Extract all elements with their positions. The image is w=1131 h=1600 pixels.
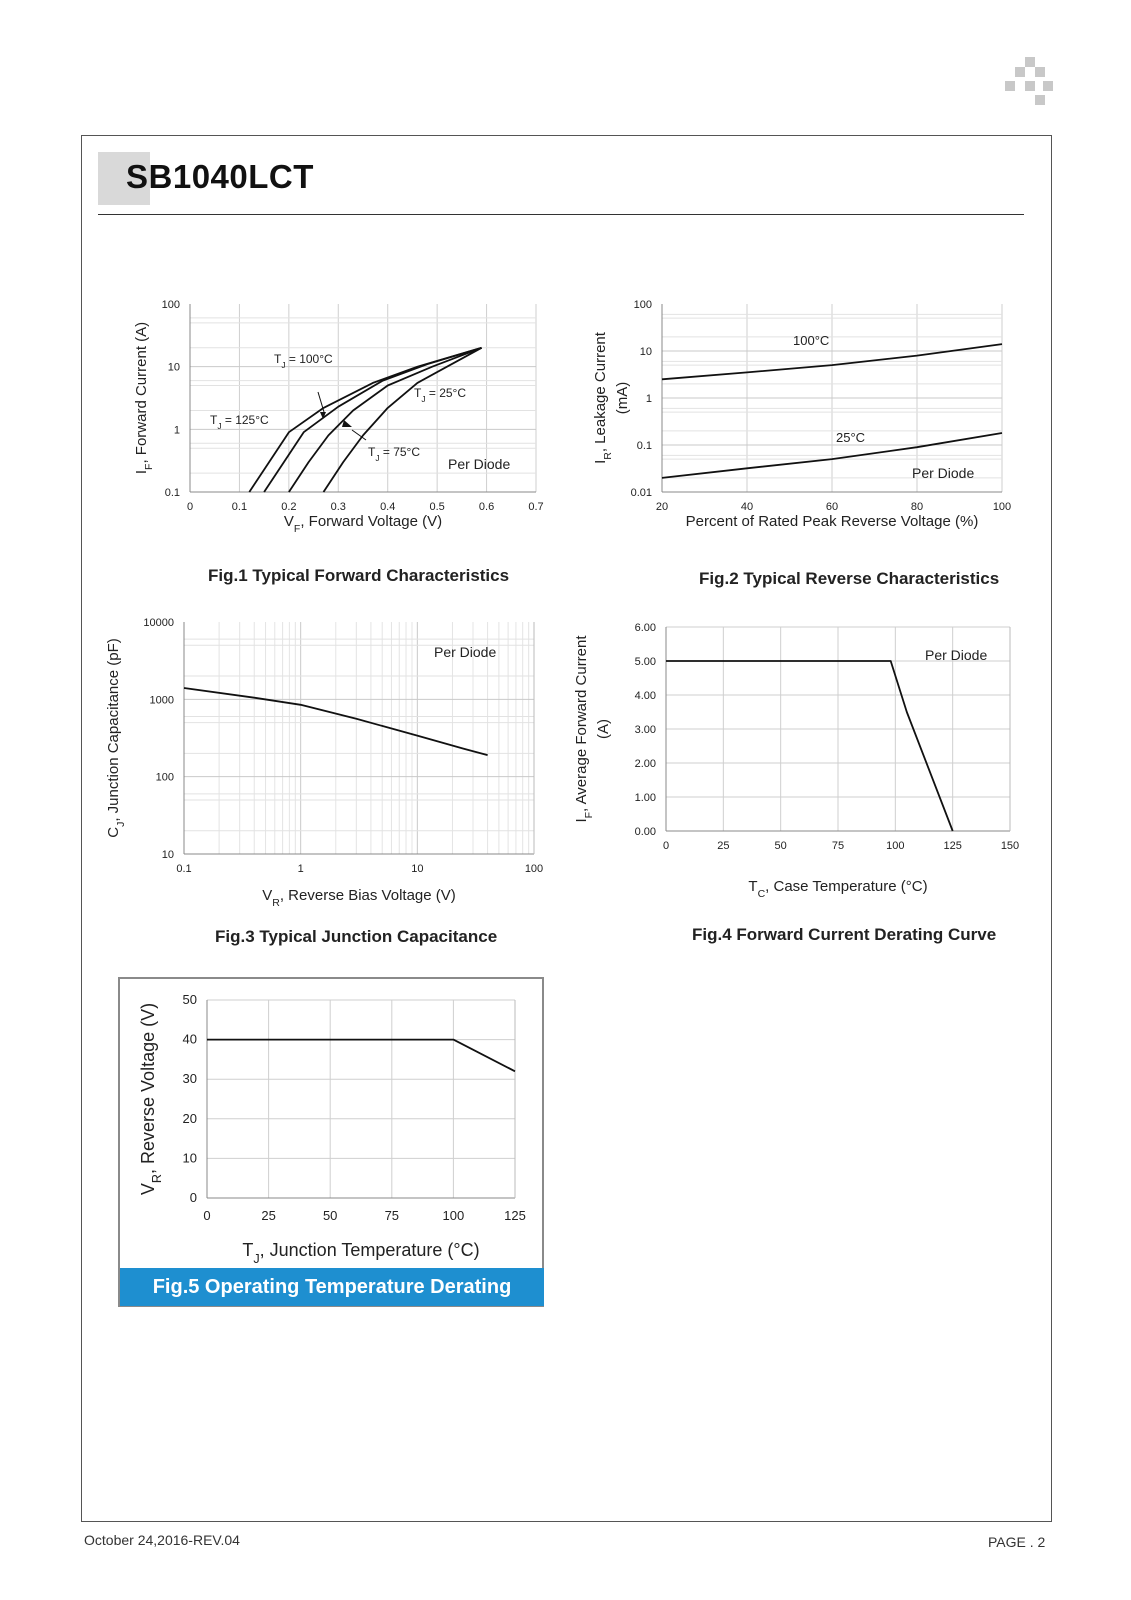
y-tick-label: 30: [182, 1071, 197, 1087]
y-axis-label: $I_R$, Leakage Current: [592, 332, 614, 464]
x-tick-label: 50: [322, 1208, 338, 1223]
fig4-caption: Fig.4 Forward Current Derating Curve: [692, 925, 997, 944]
x-axis-label: $V_R$, Reverse Bias Voltage (V): [262, 887, 456, 909]
y-tick-label: 0.01: [630, 487, 652, 499]
x-tick-label: 75: [831, 840, 845, 852]
y-tick-label: 100: [161, 299, 180, 311]
y-axis-label: $C_J$, Junction Capacitance (pF): [105, 638, 127, 838]
y-tick-label: 0.1: [636, 440, 652, 452]
x-tick-label: 100: [442, 1208, 465, 1223]
y-axis-label: $I_F$, Forward Current (A): [133, 321, 155, 475]
x-tick-label: 125: [504, 1208, 526, 1223]
fig3-svg: [100, 612, 560, 912]
fig3-caption: Fig.3 Typical Junction Capacitance: [215, 927, 498, 946]
x-tick-label: 100: [992, 501, 1012, 513]
x-tick-label: 60: [825, 501, 839, 513]
x-tick-label: 100: [524, 863, 544, 875]
x-tick-label: 0.1: [176, 863, 192, 875]
x-tick-label: 25: [717, 840, 730, 852]
x-tick-label: 0: [203, 1208, 211, 1223]
x-tick-label: 0.3: [330, 501, 346, 513]
footer-date: October 24,2016-REV.04: [84, 1532, 240, 1548]
y-tick-label: 10: [167, 361, 180, 374]
y-tick-label: 2.00: [634, 758, 656, 770]
x-tick-label: 80: [910, 501, 924, 513]
label-tj-100: $T_J = 100^\circ C$: [274, 352, 333, 370]
y-tick-label: 10000: [143, 617, 174, 629]
label-tj-75: $T_J = 75^\circ C$: [368, 445, 421, 463]
x-tick-label: 25: [261, 1208, 276, 1223]
y-tick-label: 0.1: [164, 487, 180, 499]
y-axis-label: $I_F$, Average Forward Current: [573, 635, 595, 823]
part-number-title: SB1040LCT: [126, 158, 314, 195]
footer-page-number: PAGE . 2: [988, 1534, 1046, 1550]
x-tick-label: 0: [662, 840, 670, 852]
per-diode-note: Per Diode: [925, 647, 988, 663]
fig5-caption: Fig.5 Operating Temperature Derating: [120, 1268, 544, 1306]
y-tick-label: 3.00: [634, 724, 656, 736]
y-tick-label: 6.00: [634, 622, 656, 634]
x-axis-label: $T_C$, Case Temperature (°C): [748, 878, 928, 900]
x-axis-label: $T_J$, Junction Temperature (°C): [242, 1240, 480, 1266]
title-rule: [98, 214, 1024, 215]
fig5-chart: [130, 990, 540, 1266]
x-tick-label: 1: [297, 863, 304, 875]
label-tj-25: $T_J = 25^\circ C$: [414, 386, 467, 404]
y-tick-label: 100: [155, 771, 174, 784]
fig1-caption: Fig.1 Typical Forward Characteristics: [208, 566, 510, 585]
company-logo-mark: [1005, 57, 1053, 107]
x-tick-label: 125: [943, 840, 962, 852]
y-tick-label: 10: [639, 346, 652, 358]
y-tick-label: 10: [182, 1150, 197, 1166]
y-axis-label: $V_R$, Reverse Voltage (V): [138, 1002, 164, 1196]
y-tick-label: 1: [173, 424, 180, 437]
x-tick-label: 0.2: [281, 501, 297, 513]
y-tick-label: 1: [645, 393, 652, 405]
x-tick-label: 40: [740, 501, 754, 513]
y-tick-label: 1000: [149, 694, 174, 707]
label-100c: 100°C: [793, 333, 830, 348]
y-tick-label: 20: [182, 1110, 197, 1126]
fig2-svg: [592, 299, 1040, 560]
y-tick-label: 0.00: [634, 826, 656, 838]
y-tick-label: 5.00: [634, 656, 656, 668]
x-tick-label: 75: [384, 1208, 400, 1223]
fig2-chart: [592, 299, 1040, 560]
x-tick-label: 100: [886, 840, 905, 852]
series-line-0: [207, 1040, 515, 1072]
y-tick-label: 4.00: [634, 690, 656, 702]
label-25c: 25°C: [836, 430, 866, 445]
fig4-svg: [570, 612, 1030, 912]
per-diode-note: Per Diode: [912, 465, 975, 481]
y-tick-label: 50: [182, 992, 197, 1007]
series-line-0: [666, 661, 953, 831]
x-axis-label: $V_F$, Forward Voltage (V): [283, 513, 443, 535]
y-tick-label: 100: [633, 299, 652, 311]
fig4-chart: [570, 612, 1030, 912]
y-tick-label: 40: [182, 1031, 197, 1047]
x-tick-label: 20: [655, 501, 669, 513]
per-diode-note: Per Diode: [448, 456, 511, 472]
x-axis-label: Percent of Rated Peak Reverse Voltage (%): [685, 513, 979, 530]
fig1-svg: [130, 300, 570, 560]
x-tick-label: 0.7: [528, 501, 544, 513]
y-axis-label-unit: (A): [595, 719, 612, 739]
y-axis-label-unit: (mA): [614, 381, 631, 415]
x-tick-label: 50: [774, 840, 787, 852]
x-tick-label: 0: [186, 501, 194, 513]
x-tick-label: 0.5: [429, 501, 445, 513]
per-diode-note: Per Diode: [434, 644, 497, 660]
y-tick-label: 1.00: [634, 792, 656, 804]
label-tj-125: $T_J = 125^\circ C$: [210, 413, 269, 431]
y-tick-label: 0: [189, 1190, 197, 1205]
y-tick-label: 10: [161, 849, 174, 861]
x-tick-label: 0.4: [380, 501, 396, 513]
x-tick-label: 0.1: [231, 501, 248, 513]
x-tick-label: 0.6: [478, 501, 495, 513]
fig2-caption: Fig.2 Typical Reverse Characteristics: [699, 569, 1000, 588]
x-tick-label: 10: [411, 863, 424, 875]
x-tick-label: 150: [1000, 840, 1020, 852]
fig5-svg: [130, 990, 540, 1266]
fig3-chart: [100, 612, 560, 912]
fig1-chart: [130, 300, 570, 560]
